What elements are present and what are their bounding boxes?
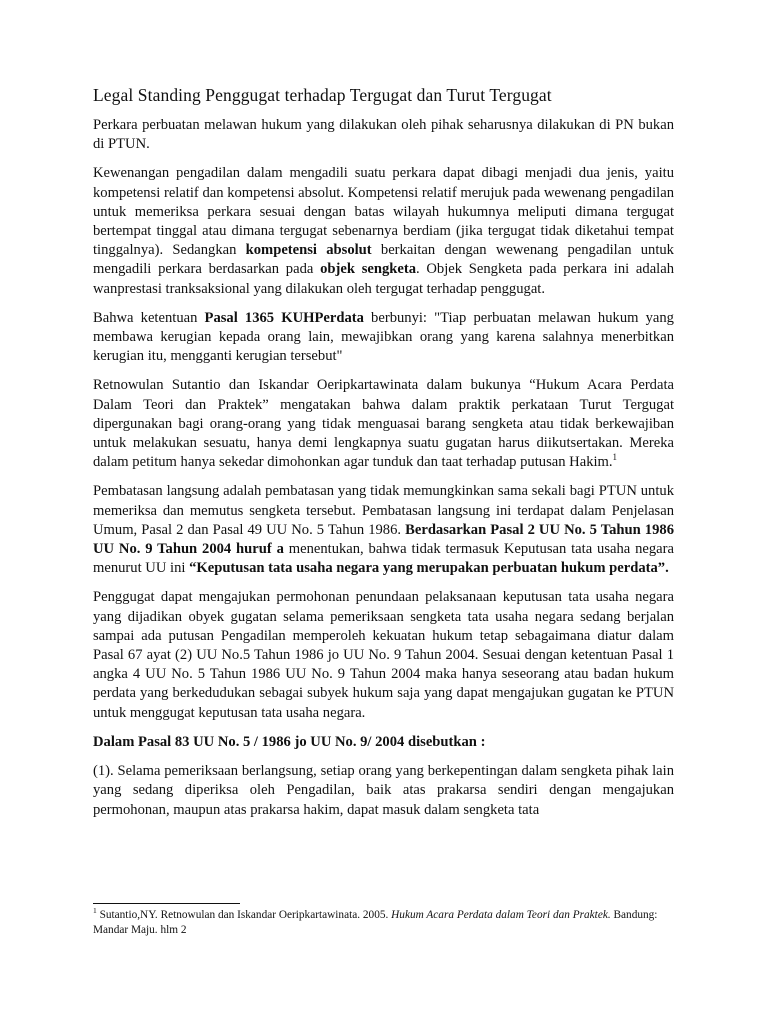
paragraph-5-bold-quote: “Keputusan tata usaha negara yang merupakan perbuatan hukum perdata”. — [189, 560, 669, 577]
paragraph-5-text-a: Pembatasan langsung adalah pembatasan yang tidak memungkinkan sama sekali bagi PTUN untuk memeriksa dan memutus sengketa tersebut. Pembatasan langsung ini terdapat dalam Penjelasan Umum, Pasal 2 dan Pasal 49 UU No. 5 Tahun 1986. — [93, 483, 674, 538]
document-body — [93, 84, 674, 820]
paragraph-2-bold-kompetensi: kompetensi absolut — [245, 242, 372, 259]
paragraph-8: (1). Selama pemeriksaan berlangsung, setiap orang yang berkepentingan dalam sengketa pihak lain yang sedang diperiksa oleh Pengadilan, baik atas prakarsa sendiri dengan mengajukan permohonan, maupun atas prakarsa hakim, dapat masuk dalam sengketa tata — [93, 763, 674, 818]
paragraph-5 — [93, 482, 674, 578]
footnote-number: 1 — [93, 906, 97, 916]
paragraph-2 — [93, 164, 674, 298]
paragraph-2-bold-objek: objek sengketa — [320, 261, 417, 278]
paragraph-4 — [93, 376, 674, 472]
paragraph-2-text-c: berkaitan dengan wewenang pengadilan untuk mengadili perkara berdasarkan pada — [93, 242, 674, 278]
paragraph-2-text-e: . Objek Sengketa pada perkara ini adalah wanprestasi tranksaksional yang dilakukan oleh tergugat terhadap penggugat. — [93, 261, 674, 297]
footnote-text-a: Sutantio,NY. Retnowulan dan Iskandar Oeripkartawinata. 2005. — [96, 909, 392, 921]
footnote-separator — [93, 903, 240, 904]
footnote-reference[interactable]: 1 — [612, 452, 618, 463]
footnote-text-c: Bandung: Mandar Maju. hlm 2 — [93, 909, 658, 936]
paragraph-3-text-a: Bahwa ketentuan — [93, 309, 205, 326]
paragraph-3-bold-pasal: Pasal 1365 KUHPerdata — [204, 309, 364, 326]
page-title: Legal Standing Penggugat terhadap Tergugat dan Turut Tergugat — [93, 85, 552, 105]
paragraph-1: Perkara perbuatan melawan hukum yang dilakukan oleh pihak seharusnya dilakukan di PN bukan di PTUN. — [93, 117, 674, 153]
paragraph-4-text: Retnowulan Sutantio dan Iskandar Oeripkartawinata dalam bukunya “Hukum Acara Perdata Dalam Teori dan Praktek” mengatakan bahwa dalam praktik perkataan Turut Tergugat dipergunakan bagi orang-orang yang tidak menguasai barang sengketa atau tidak berkewajiban untuk melakukan sesuatu, hanya demi lengkapnya suatu gugatan harus diikutsertakan. Mereka dalam petitum hanya sekedar dimohonkan agar tunduk dan taat terhadap putusan Hakim. — [93, 377, 674, 471]
paragraph-6: Penggugat dapat mengajukan permohonan penundaan pelaksanaan keputusan tata usaha negara yang dijadikan obyek gugatan selama pemeriksaan sengketa tata usaha negara sedang berjalan sampai ada putusan Pengadilan memperoleh kekuatan hukum tetap sebagaimana diatur dalam Pasal 67 ayat (2) UU No.5 Tahun 1986 jo UU No. 9 Tahun 2004. Sesuai dengan ketentuan Pasal 1 angka 4 UU No. 5 Tahun 1986 UU No. 9 Tahun 2004 maka hanya seseorang atau badan hukum perdata yang berkedudukan sebagai subyek hukum saja yang dapat mengajukan gugatan ke PTUN untuk menggugat keputusan tata usaha negara. — [93, 589, 674, 721]
footnote-book-title: Hukum Acara Perdata dalam Teori dan Praktek. — [391, 909, 611, 921]
paragraph-3 — [93, 309, 674, 367]
paragraph-7-bold: Dalam Pasal 83 UU No. 5 / 1986 jo UU No. 9/ 2004 disebutkan : — [93, 733, 486, 750]
paragraph-5-bold-pasal: Berdasarkan Pasal 2 UU No. 5 Tahun 1986 UU No. 9 Tahun 2004 huruf a — [93, 521, 674, 558]
paragraph-5-text-c: menentukan, bahwa tidak termasuk Keputusan tata usaha negara menurut UU ini — [93, 541, 674, 577]
paragraph-2-text-a: Kewenangan pengadilan dalam mengadili suatu perkara dapat dibagi menjadi dua jenis, yaitu kompetensi relatif dan kompetensi absolut. Kompetensi relatif merujuk pada wewenang pengadilan untuk memeriksa perkara sesuai dengan batas wilayah hukumnya meliputi dimana tergugat bertempat tinggal atau dimana tergugat sebenarnya berdiam (jika tergugat tidak diketahui tempat tinggalnya). Sedangkan — [93, 165, 674, 259]
paragraph-7-heading — [93, 733, 674, 752]
paragraph-3-text-c: berbunyi: "Tiap perbuatan melawan hukum yang membawa kerugian kepada orang lain, mewajibkan orang yang karena salahnya menerbitkan kerugian itu, mengganti kerugian tersebut" — [93, 309, 674, 365]
footnote — [93, 908, 674, 937]
